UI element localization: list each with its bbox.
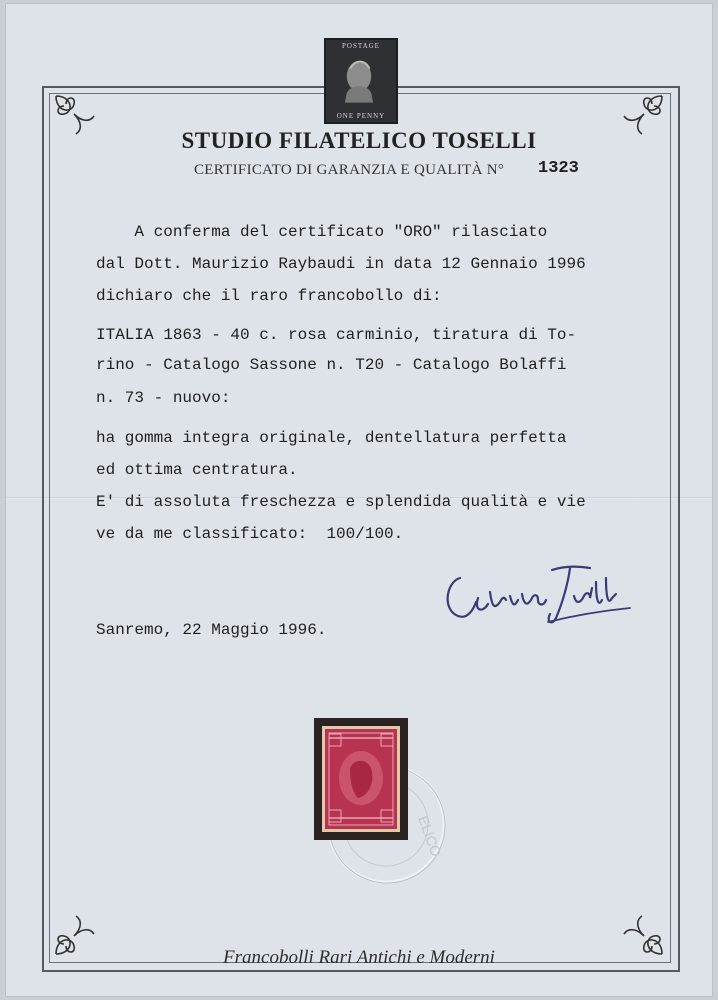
body-line: dichiaro che il raro francobollo di: [96,287,442,305]
body-line: ed ottima centratura. [96,461,298,479]
certificate-number: 1323 [538,159,579,178]
body-line: ITALIA 1863 - 40 c. rosa carminio, tiratura di To- [96,326,577,344]
body-line: E' di assoluta freschezza e splendida qualità e vie [96,493,586,511]
handwritten-signature [440,548,640,638]
body-line: rino - Catalogo Sassone n. T20 - Catalogo Bolaffi [96,356,567,374]
logo-top-text: POSTAGE [342,42,380,50]
penny-black-logo [324,38,398,124]
footer-slogan: Francobolli Rari Antichi e Moderni [223,947,495,968]
page-title: STUDIO FILATELICO TOSELLI [181,128,537,153]
body-line: dal Dott. Maurizio Raybaudi in data 12 Gennaio 1996 [96,255,586,273]
certificate-subtitle: CERTIFICATO DI GARANZIA E QUALITÀ N° [194,162,505,178]
body-line: ha gomma integra originale, dentellatura perfetta [96,429,567,447]
body-line: A conferma del certificato "ORO" rilasciato [96,223,548,241]
body-line: ve da me classificato: 100/100. [96,525,404,543]
body-line: n. 73 - nuovo: [96,389,231,407]
postage-stamp-image [314,718,408,840]
queen-portrait-icon [326,40,392,118]
place-date: Sanremo, 22 Maggio 1996. [96,621,327,639]
logo-bottom-text: ONE PENNY [336,112,386,120]
svg-text:ELICO: ELICO [415,813,445,859]
